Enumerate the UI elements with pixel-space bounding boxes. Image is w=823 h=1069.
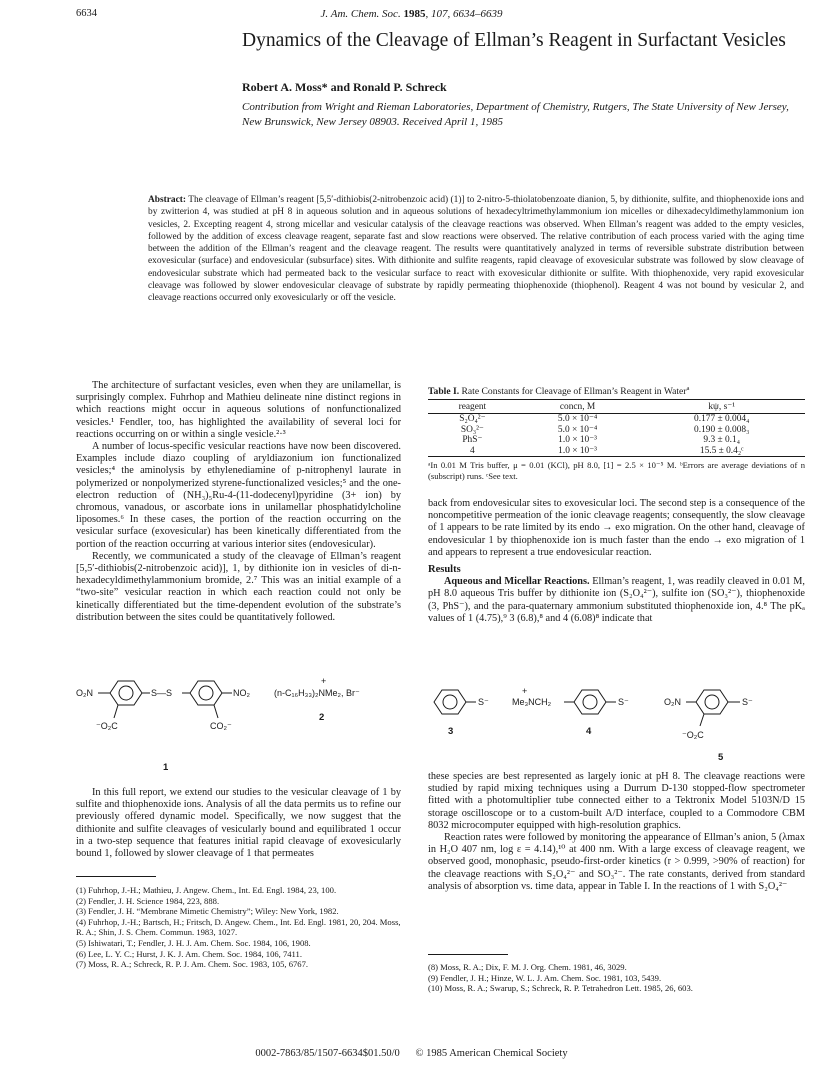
table-cell: 9.3 ± 0.1₄: [703, 435, 740, 445]
aromatic-circle: [443, 695, 457, 709]
benzene-ring: [190, 681, 222, 705]
left-column-continued: [76, 787, 401, 860]
struct5-carboxylate: ⁻O₂C: [682, 730, 704, 740]
table-cell: 0.177 ± 0.004₄: [694, 414, 750, 424]
table-cell: S₂O₄²⁻: [459, 414, 486, 424]
running-header: [0, 8, 823, 20]
reference: (2) Fendler, J. H. Science 1984, 223, 888.: [76, 895, 220, 906]
aromatic-circle: [583, 695, 597, 709]
table-cell: 4: [428, 446, 517, 457]
benzene-ring: [434, 690, 466, 714]
benzene-ring: [696, 690, 728, 714]
reference: (6) Lee, L. Y. C.; Hurst, J. K. J. Am. Chem. Soc. 1984, 106, 7411.: [76, 948, 302, 959]
table-row: [428, 414, 805, 425]
table-cell: PhS⁻: [462, 435, 483, 445]
struct5-thiolate: S⁻: [742, 697, 753, 707]
struct1-carboxylate-left: ⁻O₂C: [96, 721, 118, 731]
reference: (5) Ishiwatari, T.; Fendler, J. H. J. Am. Chem. Soc. 1984, 106, 1908.: [76, 937, 311, 948]
reference: (1) Fuhrhop, J.-H.; Mathieu, J. Angew. Chem., Int. Ed. Engl. 1984, 23, 100.: [76, 885, 337, 895]
table-cell: SO₃²⁻: [460, 424, 484, 435]
paragraph: In this full report, we extend our studies to the vesicular cleavage of 1 by sulfite and thiophenoxide ions. Analysis of all the data permits us to refine our previously offered dynamic model. Specifically, we now suggest that the dithionite and sulfite cleavages of vesicularly bound and equilibrated 1 occur in a two-step sequence that features initial rapid cleavage of exovesicularly bound 1, followed by slower cleavage of 1 that permeates: [76, 787, 401, 860]
table-header: kψ, s⁻¹: [638, 400, 805, 414]
reference: (4) Fuhrhop, J.-H.; Bartsch, H.; Fritsch, D. Angew. Chem., Int. Ed. Engl. 1981, 20, 204. Moss, R. A.; Shin, J. S. Chem. Commun. 1983, 1027.: [76, 916, 401, 938]
table-caption-mark: a: [686, 384, 690, 392]
table-cell: 1.0 × 10⁻³: [558, 435, 597, 445]
reference: (9) Fendler, J. H.; Hinze, W. L. J. Am. Chem. Soc. 1981, 103, 5439.: [428, 972, 662, 983]
table-header: concn, M: [517, 400, 639, 414]
reference: (10) Moss, R. A.; Swarup, S.; Schreck, R. P. Tetrahedron Lett. 1985, 26, 603.: [428, 983, 693, 994]
aromatic-circle: [199, 686, 213, 700]
aromatic-circle: [119, 686, 133, 700]
struct1-disulfide: S—S: [151, 688, 173, 698]
table-footnote: ᵃIn 0.01 M Tris buffer, μ = 0.01 (KCl), pH 8.0, [1] = 2.5 × 10⁻⁵ M. ᵇErrors are average deviations of n (subscript) runs. ᶜSee text.: [428, 460, 805, 481]
paragraph: A number of locus-specific vesicular reactions have now been discovered. Examples include diazo coupling of aryldiazonium ion functionalized vesicles;⁴ the aminolysis by ethylenediamine of p-nitrophenyl laurate in polymerized or nonpolymerized styrene-functionalized vesicles;⁵ and the one-electron reduction of (NH₃)₅Ru-4-(11-dodecenyl)pyridine (3+ ion) by chromous, vanadous, or ascorbate ions in unilamellar phosphatidylcholine liposomes.⁶ In these cases, the portion of the reaction occurring on the vesicular surface (exovesicular) has been kinetically differentiated from the portion of the reaction occurring at various interior sites (endovesicular).: [76, 441, 401, 550]
struct4-thiolate: S⁻: [618, 697, 629, 707]
table-row: [428, 425, 805, 436]
struct2-plus: +: [321, 676, 327, 686]
article-authors: Robert A. Moss* and Ronald P. Schreck: [242, 80, 447, 94]
benzene-ring: [574, 690, 606, 714]
struct3-label: 3: [448, 726, 454, 737]
table-cell: 5.0 × 10⁻⁴: [557, 414, 598, 424]
page-footer: [0, 1048, 823, 1059]
paragraph: Recently, we communicated a study of the cleavage of Ellman’s reagent [5,5′-dithiobis(2-nitrobenzoic acid)], 1, by dithionite ion in vesicles of di-n-hexadecyldimethylammonium bromide, 2.⁷ This was an initial example of a “two-site” vesicular reaction in which each reaction could not only be kinetically differentiated but the time-dependent evolution of the substrate’s distribution between the sites could be quantitatively followed.: [76, 550, 401, 623]
aromatic-circle: [705, 695, 719, 709]
left-references: [76, 885, 401, 970]
table-cell: 1.0 × 10⁻³: [517, 446, 639, 457]
paragraph: The architecture of surfactant vesicles, even when they are unilamellar, is surprisingly complex. Fuhrhop and Mathieu delineate nine distinct regions in which reactions might occur in aqueous solutions of nonfunctionalized vesicles.¹ Fendler, too, has highlighted the availability of several loci for reactions occurring on or within a single vesicle.²·³: [76, 380, 401, 440]
paragraph: [428, 576, 805, 625]
journal-volume-pages: , 107, 6634–6639: [425, 8, 503, 20]
table-row: [428, 435, 805, 446]
struct1-no2-left: O₂N: [76, 688, 93, 698]
subheading: Aqueous and Micellar Reactions.: [444, 576, 590, 588]
copyright-notice: © 1985 American Chemical Society: [415, 1048, 568, 1059]
journal-name: J. Am. Chem. Soc.: [320, 8, 401, 20]
page-number: 6634: [76, 8, 97, 19]
structure-3-4-5-figure: [428, 686, 806, 766]
struct5-nitro: O₂N: [664, 697, 681, 707]
left-column-intro: [76, 380, 401, 624]
reference: (7) Moss, R. A.; Schreck, R. P. J. Am. Chem. Soc. 1983, 105, 6767.: [76, 959, 309, 970]
struct2-formula: (n-C₁₆H₃₃)₂NMe₂, Br⁻: [274, 688, 360, 698]
struct4-label: 4: [586, 726, 592, 737]
right-column-bottom: [428, 771, 805, 893]
right-references: [428, 962, 805, 994]
table-1: [428, 386, 805, 481]
struct4-plus: +: [522, 686, 528, 696]
table-cell: 5.0 × 10⁻⁴: [557, 424, 598, 435]
benzene-ring: [110, 681, 142, 705]
article-affiliation: Contribution from Wright and Rieman Laboratories, Department of Chemistry, Rutgers, The State University of New Jersey, New Brunswick, New Jersey 08903. Received April 1, 1985: [242, 101, 789, 128]
footnote-rule: [428, 954, 508, 955]
right-column-top: [428, 498, 805, 625]
results-heading: Results: [428, 564, 461, 576]
reference: (3) Fendler, J. H. “Membrane Mimetic Chemistry”; Wiley: New York, 1982.: [76, 906, 339, 917]
paragraph-text: Ellman’s reagent, 1, was readily cleaved in 0.01 M, pH 8.0 aqueous Tris buffer by dithionite ion (S₂O₄²⁻), sulfite ion (SO₃²⁻), thiophenoxide (3, PhS⁻), and the para-quaternary ammonium substituted thiophenoxide ion, 4.⁸ The pKₐ values of 1 (4.75),⁹ 3 (6.8),⁸ and 4 (6.08)⁸ indicate that: [428, 576, 805, 624]
rate-constants-table: [428, 399, 805, 457]
reference: (8) Moss, R. A.; Dix, F. M. J. Org. Chem. 1981, 46, 3029.: [428, 962, 627, 972]
table-cell: 0.190 ± 0.008₃: [694, 424, 750, 435]
table-caption: [428, 386, 805, 397]
struct2-label: 2: [319, 712, 325, 723]
structure-1-2-figure: [76, 672, 406, 772]
article-code: 0002-7863/85/1507-6634$01.50/0: [255, 1048, 400, 1059]
struct5-label: 5: [718, 752, 724, 763]
paragraph: these species are best represented as largely ionic at pH 8. The cleavage reactions were studied by rapid mixing techniques using a Durrum D-130 stopped-flow spectrometer fitted with a photomultiplier tube connected either to a Tektronix Model 5103N/D 15 storage oscilloscope or to a custom-built A/D interface, coupled to a Commodore CBM 8032 microcomputer equipped with high-resolution graphics.: [428, 771, 805, 831]
paragraph: Reaction rates were followed by monitoring the appearance of Ellman’s anion, 5 (λmax in H₂O 407 nm, log ε = 4.14),¹⁰ at 400 nm. With a large excess of cleavage reagent, we observed good, monophasic, pseudo-first-order kinetics (r > 0.999, >90% of reaction) for the cleavage reactions with S₂O₄²⁻ and SO₃²⁻. The rate constants, derived from standard analysis of absorption vs. time data, appear in Table I. In the reactions of 1 with S₂O₄²⁻: [428, 832, 805, 892]
abstract: [148, 194, 804, 305]
struct1-no2-right: NO₂: [233, 688, 250, 698]
abstract-text: The cleavage of Ellman’s reagent [5,5′-dithiobis(2-nitrobenzoic acid) (1)] to 2-nitro-5-thiolatobenzoate dianion, 5, by dithionite, sulfite, and thiophenoxide ions and by zwitterion 4, was studied at pH 8 in aqueous solution and in aqueous solutions of hexadecyltrimethylammonium ion micelles or dihexadecyldimethylammonium ion vesicles, 2. Excepting reagent 4, strong micellar and vesicular catalysis of the cleavage reactions was observed. When Ellman’s reagent was added to the empty vesicles, followed by the addition of excess cleavage reagent, separate fast and slow reactions were observed. The relative contribution of each process varied with the aging time between the addition of the Ellman’s reagent and the cleavage reagent. The results were quantitatively analyzed in terms of reversible substrate distribution between exovesicular (surface) and endovesicular (subsurface) sites. With dithionite and sulfite reagents, rapid cleavage of exovesicular substrate was followed by slow cleavage of endovesicular substrate which had permeated back to the vesicular surface to react with exovesicular dithionite or sulfite. With thiophenoxide, very rapid exovesicular cleavage was followed by slower endovesicular cleavage of substrate by rapidly permeating thiophenoxide (thiophenol). Reagent 4 was not bound by vesicular 2, and cleavage reactions occurred only exovesicularly or off the vesicle.: [148, 195, 804, 304]
table-label: Table I.: [428, 386, 460, 397]
struct4-ammonium: Me₃NCH₂: [512, 697, 552, 707]
table-header: reagent: [428, 400, 517, 414]
table-row: [428, 446, 805, 457]
paragraph: back from endovesicular sites to exovesicular loci. The second step is a consequence of the noncompetitive permeation of the ionic cleavage reagents; consequently, the slow cleavage of 1 appears to be rate limited by its endo → exo migration. On the other hand, cleavage of endovesicular 1 by thiophenoxide ion is much faster than the endo → exo migration of 1 and appears to represent a true endovesicular reaction.: [428, 498, 805, 558]
journal-year: 1985: [403, 8, 426, 20]
struct3-thiolate: S⁻: [478, 697, 489, 707]
article-title: Dynamics of the Cleavage of Ellman’s Reagent in Surfactant Vesicles: [242, 30, 786, 51]
footnote-rule: [76, 876, 156, 877]
abstract-lead: Abstract:: [148, 195, 187, 205]
struct1-carboxylate-right: CO₂⁻: [210, 721, 232, 731]
table-cell: 15.5 ± 0.4₂ᶜ: [638, 446, 805, 457]
table-caption-text: Rate Constants for Cleavage of Ellman’s Reagent in Water: [461, 386, 687, 397]
struct1-label: 1: [163, 762, 169, 772]
